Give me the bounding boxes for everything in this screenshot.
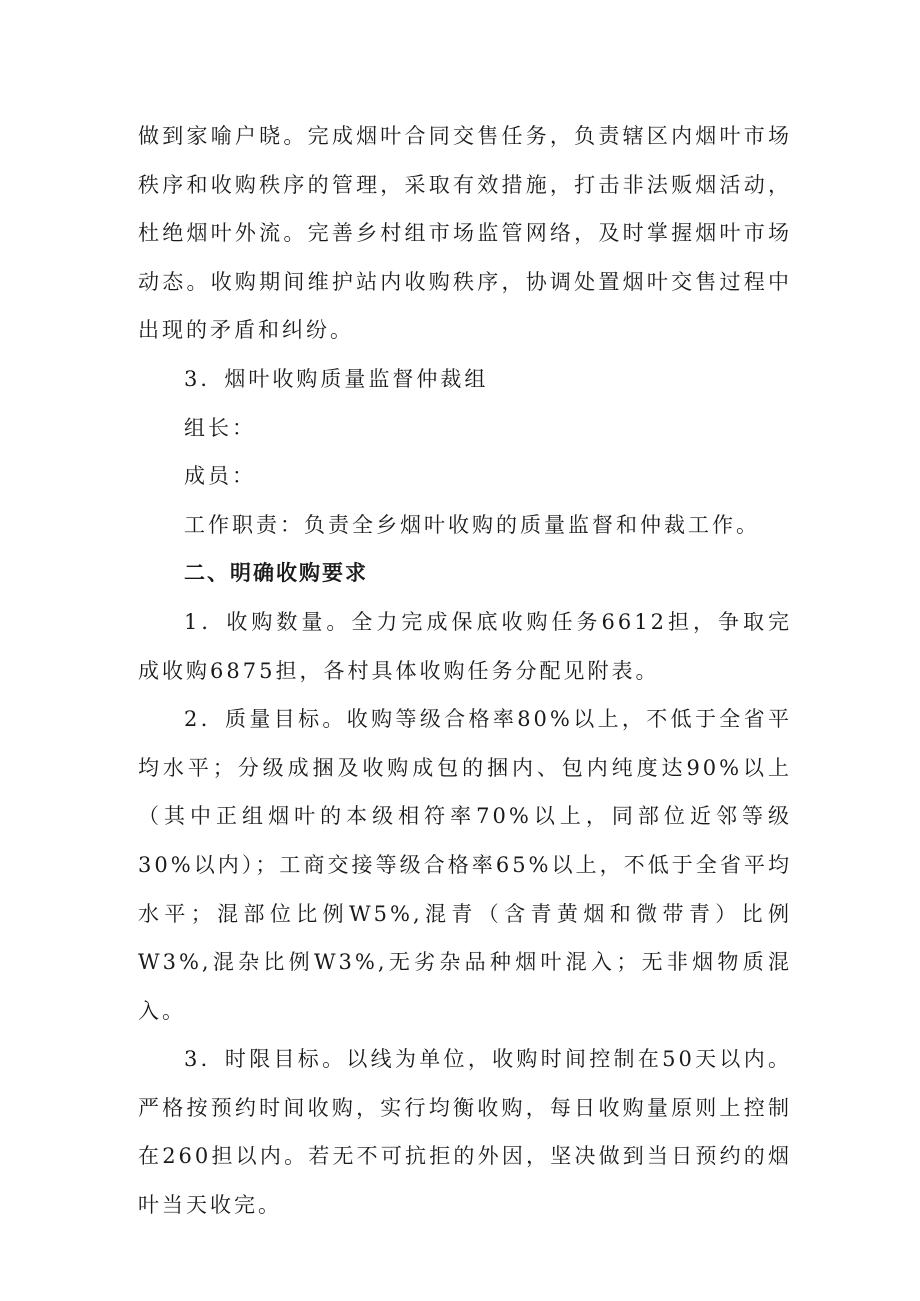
subheading-quality-arbitration-group: 3．烟叶收购质量监督仲裁组 <box>184 366 489 391</box>
paragraph-quality-target: 2．质量目标。收购等级合格率80%以上，不低于全省平均水平；分级成捆及收购成包的捆内、包内纯度达90%以上（其中正组烟叶的本级相符率70%以上，同部位近邻等级30%以内）；工商交接等级合格率65%以上，不低于全省平均水平；混部位比例W5%,混青（含青黄烟和微带青）比例W3%,混杂比例W3%,无劣杂品种烟叶混入；无非烟物质混入。 <box>138 707 792 1023</box>
paragraph-time-target: 3．时限目标。以线为单位，收购时间控制在50天以内。严格按预约时间收购，实行均衡收购，每日收购量原则上控制在260担以内。若无不可抗拒的外因，坚决做到当日预约的烟叶当天收完。 <box>138 1047 792 1218</box>
paragraph-market-order-duties: 做到家喻户晓。完成烟叶合同交售任务，负责辖区内烟叶市场秩序和收购秩序的管理，采取有效措施，打击非法贩烟活动，杜绝烟叶外流。完善乡村组市场监管网络，及时掌握烟叶市场动态。收购期间维护站内收购秩序，协调处置烟叶交售过程中出现的矛盾和纠纷。 <box>138 124 792 343</box>
group-leader-label: 组长： <box>184 415 256 440</box>
members-label: 成员： <box>184 464 256 489</box>
paragraph-arbitration-duties: 工作职责：负责全乡烟叶收购的质量监督和仲裁工作。 <box>184 512 760 537</box>
document-body <box>138 112 792 1230</box>
section-heading-purchase-requirements: 二、明确收购要求 <box>184 561 368 586</box>
paragraph-purchase-quantity: 1．收购数量。全力完成保底收购任务6612担，争取完成收购6875担，各村具体收购任务分配见附表。 <box>138 609 792 683</box>
